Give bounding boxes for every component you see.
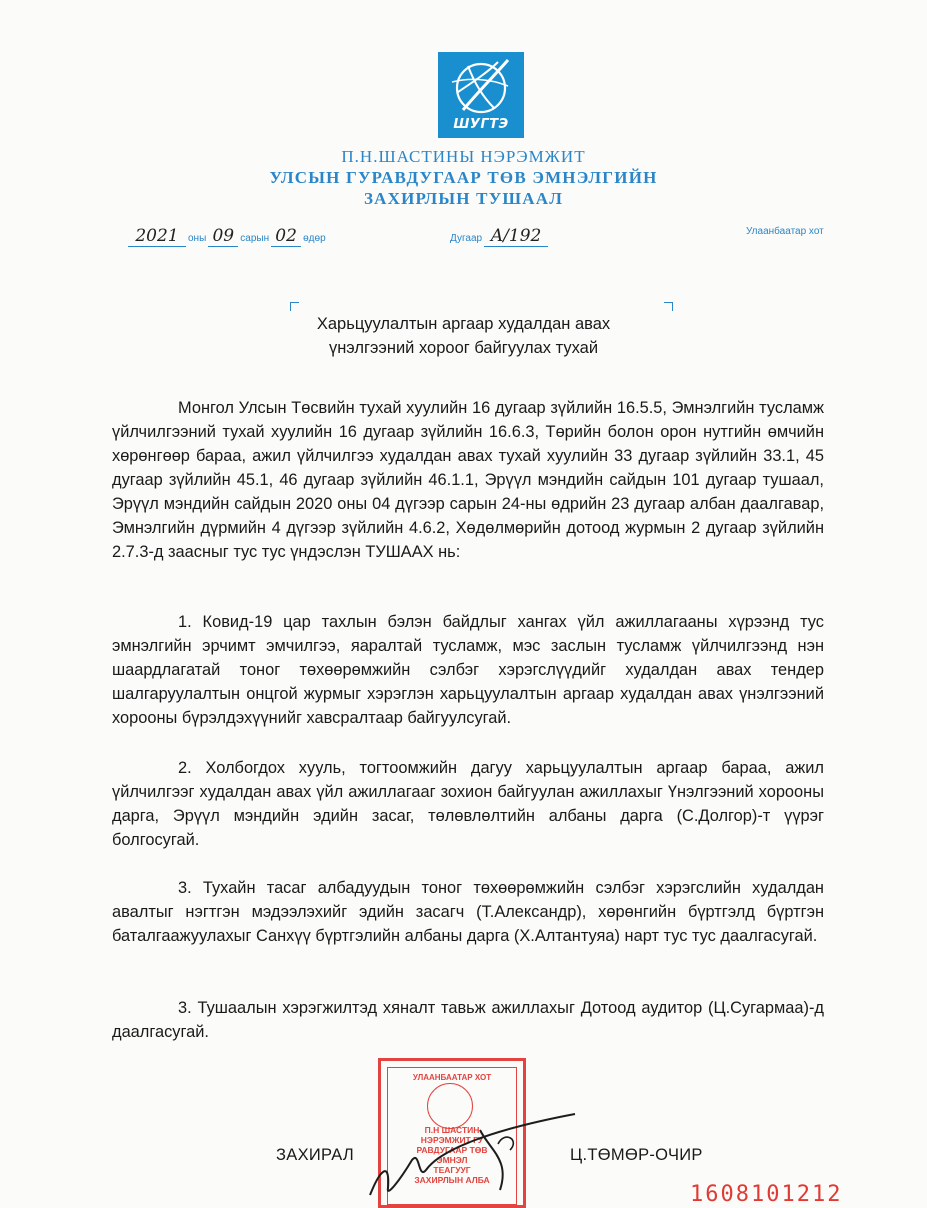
intro-text: Монгол Улсын Төсвийн тухай хуулийн 16 дугаар зүйлийн 16.5.5, Эмнэлгийн тусламж үйлчилгээний тухай хуулийн 16 дугаар зүйлийн 16.6.3, Төрийн болон орон нутгийн өмчийн хөрөнгөөр бараа, ажил үйлчилгээ худалдан авах тухай хуулийн 33 дугаар зүйлийн 33.1, 45 дугаар зүйлийн 45.1, 46 дугаар зүйлийн 46.1.1, Эрүүл мэндийн сайдын 101 дугаар тушаал, Эрүүл мэндийн сайдын 2020 оны 04 дүгээр сарын 24-ны өдрийн 23 дугаар албан даалгавар, Эмнэлгийн дүрмийн 4 дүгээр зүйлийн 4.6.2, Хөдөлмөрийн дотоод журмын 2 дугаар зүйлийн 2.7.3-д заасныг тус тус үндэслэн ТУШААХ нь: — [112, 399, 824, 561]
order-title-line-2: үнэлгээний хороог байгуулах тухай — [328, 339, 599, 357]
year-label: оны — [188, 233, 207, 244]
title-bracket-right — [664, 302, 673, 311]
director-title: ЗАХИРАЛ — [276, 1146, 355, 1164]
stamp-line: ЗАХИРЛЫН АЛБА — [414, 1175, 490, 1185]
header-line-3: ЗАХИРЛЫН ТУШААЛ — [363, 189, 564, 208]
number-value: A/192 — [484, 226, 548, 247]
year-value: 2021 — [128, 226, 186, 247]
item-3-text: 3. Тухайн тасаг албадуудын тоног төхөөрөмжийн сэлбэг хэрэгслийн худалдан авалтыг нэгтгэн мэдээлэхийг эдийн засагч (Т.Александр), хөрөнгийн бүртгэлд бүртгэн баталгаажуулахыг Санхүү бүртгэлийн албаны дарга (Х.Алтантуяа) нарт тус тус даалгасугай. — [112, 879, 824, 945]
handwritten-signature — [360, 1110, 580, 1200]
item-1-paragraph — [112, 610, 824, 730]
item-1-text: 1. Ковид-19 цар тахлын бэлэн байдлыг хангах үйл ажиллагааны хүрээнд тус эмнэлгийн эрчимт эмчилгээ, яаралтай тусламж, мэс заслын тусламж үйлчилгээнд нэн шаардлагатай тоног төхөөрөмжийн сэлбэг хэрэгслүүдийг худалдан авах тендер шалгаруулалтын онцгой журмыг хэрэглэн харьцуулалтын аргаар худалдан авах үнэлгээний хорооны бүрэлдэхүүнийг хавсралтаар байгуулсугай. — [112, 613, 824, 727]
date-field — [128, 226, 328, 256]
item-4-text: 3. Тушаалын хэрэгжилтэд хяналт тавьж ажиллахыг Дотоод аудитор (Ц.Сугармаа)-д даалгасугай. — [112, 999, 824, 1041]
hospital-logo — [438, 52, 524, 138]
stamp-line: ТЕАГУУГ — [433, 1165, 471, 1175]
item-2-paragraph — [112, 756, 824, 852]
number-field — [448, 226, 548, 256]
month-value: 09 — [208, 226, 238, 247]
serial-number: 1608101212 — [690, 1182, 843, 1207]
intro-paragraph — [112, 396, 824, 564]
month-label: сарын — [240, 233, 270, 244]
stamp-line: НЭРЭМЖИТ ГУ — [420, 1135, 484, 1145]
item-4-paragraph — [112, 996, 824, 1044]
number-label: Дугаар — [450, 233, 483, 244]
day-value: 02 — [271, 226, 301, 247]
logo-text: ШУГТЭ — [453, 117, 509, 132]
city-label: Улаанбаатар хот — [746, 226, 824, 237]
item-3-paragraph — [112, 876, 824, 948]
stamp-line: П.Н ШАСТИН — [424, 1125, 480, 1135]
stamp-line: ЭМНЭЛ — [436, 1155, 468, 1165]
title-bracket-left — [290, 302, 299, 311]
director-name: Ц.ТӨМӨР-ОЧИР — [570, 1146, 703, 1164]
item-2-text: 2. Холбогдох хууль, тогтоомжийн дагуу харьцуулалтын аргаар бараа, ажил үйлчилгээг худалдан авах үйл ажиллагааг зохион байгуулан ажиллахыг Үнэлгээний хорооны дарга, Эрүүл мэндийн эдийн засаг, төлөвлөлтийн албаны дарга (С.Долгор)-т үүрэг болгосугай. — [112, 759, 824, 849]
header-line-2: УЛСЫН ГУРАВДУГААР ТӨВ ЭМНЭЛГИЙН — [269, 168, 658, 187]
order-title-line-1: Харьцуулалтын аргаар худалдан авах — [316, 315, 611, 333]
header-line-1: П.Н.ШАСТИНЫ НЭРЭМЖИТ — [341, 147, 586, 166]
day-label: өдөр — [303, 233, 326, 244]
stamp-line: РАВДУГААР ТӨВ — [416, 1145, 488, 1155]
stamp-top-text: УЛААНБААТАР ХОТ — [412, 1073, 492, 1082]
